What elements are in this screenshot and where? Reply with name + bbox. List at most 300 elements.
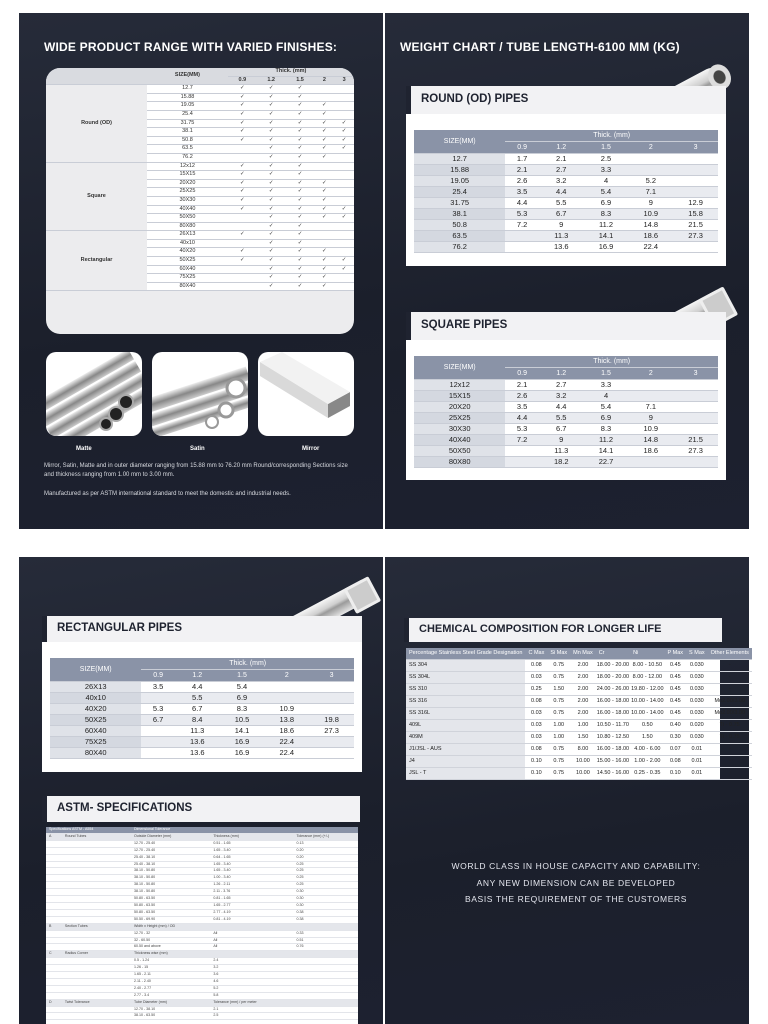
- chem-cell: 0.75: [547, 696, 570, 708]
- astm-cell: 1.65 - 2.77: [210, 902, 293, 909]
- weight-cell: 13.6: [175, 748, 220, 759]
- astm-cell: 0.30: [294, 896, 358, 903]
- astm-cell: [62, 840, 131, 847]
- empty-cell: [228, 214, 257, 223]
- weight-cell: 11.2: [584, 435, 629, 446]
- chem-cell: Mo2.00/3.00: [708, 708, 752, 720]
- weight-cell: 5.4: [584, 402, 629, 413]
- weight-cell: [673, 165, 718, 176]
- chem-header-cell: Mn Max: [570, 648, 596, 660]
- astm-cell: [294, 958, 358, 965]
- weight-cell: 13.8: [264, 715, 309, 726]
- check-icon: ✓: [286, 128, 315, 137]
- check-icon: ✓: [228, 231, 257, 240]
- chem-cell: 0.08: [525, 660, 547, 672]
- empty-cell: [334, 231, 354, 240]
- astm-cell: 2.77 - 3.4: [131, 992, 210, 999]
- weight-cell: 14.1: [220, 726, 265, 737]
- astm-header-spec: Specifications ASTM - A554: [46, 827, 131, 833]
- chem-cell: Ti - 0.75: [708, 720, 752, 732]
- astm-cell: 4.6: [210, 978, 293, 985]
- astm-cell: [62, 1013, 131, 1020]
- check-icon: ✓: [286, 282, 315, 291]
- weight-cell: [505, 231, 539, 242]
- chem-cell: 0.25: [525, 684, 547, 696]
- weight-size-header: SIZE(MM): [50, 658, 141, 682]
- astm-cell: 1.26 - 15: [131, 965, 210, 972]
- chem-cell: 10.50 - 11.70: [596, 720, 630, 732]
- weight-cell: 10.9: [628, 424, 673, 435]
- table-row: [406, 672, 752, 684]
- astm-cell: 25.40 - 38.10: [131, 854, 210, 861]
- mirror-tube-image: [258, 352, 354, 436]
- astm-cell: B: [46, 923, 62, 930]
- chem-cell: 16.00 - 18.00: [596, 696, 630, 708]
- astm-cell: [294, 978, 358, 985]
- weight-cell: 80X40: [50, 748, 141, 759]
- astm-cell: [62, 978, 131, 985]
- weight-cell: 11.3: [539, 231, 584, 242]
- check-icon: ✓: [257, 153, 286, 162]
- empty-cell: [314, 231, 334, 240]
- check-icon: ✓: [286, 239, 315, 248]
- chem-cell: 8.00 - 12.00: [630, 672, 664, 684]
- table-row: [46, 902, 358, 909]
- range-size-cell: 75X25: [147, 274, 228, 283]
- astm-cell: 60.50 and above: [131, 944, 210, 951]
- chem-composition-table: [406, 648, 749, 780]
- weight-cell: 14.8: [628, 435, 673, 446]
- chem-cell: -: [708, 660, 752, 672]
- astm-cell: [62, 944, 131, 951]
- weight-cell: 3.3: [584, 165, 629, 176]
- check-icon: ✓: [314, 153, 334, 162]
- chem-cell: 0.03: [525, 720, 547, 732]
- check-icon: ✓: [286, 171, 315, 180]
- astm-cell: 0.38: [294, 909, 358, 916]
- check-icon: ✓: [286, 162, 315, 171]
- weight-cell: 6.9: [220, 693, 265, 704]
- weight-cell: 76.2: [414, 242, 505, 253]
- weight-cell: [673, 154, 718, 165]
- weight-cell: 5.5: [539, 413, 584, 424]
- weight-cell: [309, 693, 354, 704]
- chem-cell: 0.75: [547, 768, 570, 780]
- check-icon: ✓: [257, 85, 286, 94]
- weight-thickness-header: 1.5: [584, 368, 629, 380]
- weight-cell: 2.7: [539, 380, 584, 391]
- check-icon: ✓: [257, 110, 286, 119]
- range-size-cell: 31.75: [147, 119, 228, 128]
- range-size-header: SIZE(MM): [147, 68, 228, 85]
- chem-cell: 0.07: [665, 744, 687, 756]
- weight-cell: 19.8: [309, 715, 354, 726]
- astm-cell: 2.1: [210, 1006, 293, 1013]
- chem-bar: CHEMICAL COMPOSITION FOR LONGER LIFE: [404, 618, 722, 642]
- range-size-cell: 15.88: [147, 93, 228, 102]
- table-row: [46, 868, 358, 875]
- empty-cell: [228, 265, 257, 274]
- chem-cell: J4: [406, 756, 525, 768]
- chem-cell: 0.030: [686, 684, 708, 696]
- chem-cell: 0.75: [547, 672, 570, 684]
- chem-cell: 0.01: [686, 756, 708, 768]
- weight-thick-header: Thick. (mm): [505, 356, 718, 368]
- astm-cell: [62, 958, 131, 965]
- weight-thickness-header: 0.9: [141, 670, 175, 682]
- chem-cell: Mo2.00/3.00: [708, 696, 752, 708]
- check-icon: ✓: [286, 179, 315, 188]
- astm-cell: 12.70 - 25.40: [131, 840, 210, 847]
- weight-cell: 40X40: [414, 435, 505, 446]
- astm-cell: 1.00 - 3.40: [210, 875, 293, 882]
- astm-cell: 0.25: [294, 861, 358, 868]
- chem-cell: 15.00 - 16.00: [596, 756, 630, 768]
- astm-cell: [62, 930, 131, 937]
- chem-cell: 14.50 - 16.00: [596, 768, 630, 780]
- check-icon: ✓: [228, 128, 257, 137]
- table-row: [414, 176, 718, 187]
- round-pipes-bar: ROUND (OD) PIPES: [406, 86, 726, 114]
- chem-cell: 0.10: [525, 768, 547, 780]
- weight-cell: 10.9: [264, 704, 309, 715]
- weight-cell: [628, 154, 673, 165]
- chem-cell: 0.01: [686, 768, 708, 780]
- chem-cell: 0.75: [547, 744, 570, 756]
- weight-cell: 60X40: [50, 726, 141, 737]
- table-row: [46, 840, 358, 847]
- weight-cell: [673, 187, 718, 198]
- check-icon: ✓: [228, 248, 257, 257]
- chem-cell: SS 304L: [406, 672, 525, 684]
- check-icon: ✓: [257, 93, 286, 102]
- weight-cell: 12.7: [414, 154, 505, 165]
- table-row: [46, 909, 358, 916]
- check-icon: ✓: [334, 214, 354, 223]
- chem-cell: 0.020: [686, 720, 708, 732]
- weight-cell: 6.7: [539, 424, 584, 435]
- astm-cell: 38.10 - 50.80: [131, 875, 210, 882]
- astm-cell: 5.2: [210, 985, 293, 992]
- chem-cell: -: [708, 744, 752, 756]
- empty-cell: [228, 282, 257, 291]
- astm-cell: 1.65 - 3.40: [210, 861, 293, 868]
- check-icon: ✓: [286, 274, 315, 283]
- weight-cell: [673, 380, 718, 391]
- range-size-cell: 50.8: [147, 136, 228, 145]
- astm-cell: [46, 972, 62, 979]
- empty-cell: [314, 171, 334, 180]
- check-icon: ✓: [314, 119, 334, 128]
- chem-cell: 4.00 - 6.00: [630, 744, 664, 756]
- table-row: [414, 402, 718, 413]
- table-row: [414, 154, 718, 165]
- chem-cell: 10.80 - 12.50: [596, 732, 630, 744]
- check-icon: ✓: [257, 214, 286, 223]
- check-icon: ✓: [334, 128, 354, 137]
- astm-cell: [46, 965, 62, 972]
- astm-cell: [62, 868, 131, 875]
- weight-thick-header: Thick. (mm): [141, 658, 354, 670]
- check-icon: ✓: [286, 257, 315, 266]
- chem-cell: 19.80 - 12.00: [630, 684, 664, 696]
- weight-cell: 6.9: [584, 198, 629, 209]
- check-icon: ✓: [334, 136, 354, 145]
- chem-header-cell: Ni: [630, 648, 664, 660]
- table-row: [414, 457, 718, 468]
- astm-cell: [294, 923, 358, 930]
- astm-cell: [46, 930, 62, 937]
- range-size-cell: 25.4: [147, 110, 228, 119]
- astm-cell: [62, 992, 131, 999]
- empty-cell: [334, 274, 354, 283]
- product-range-table: [46, 68, 354, 334]
- check-icon: ✓: [228, 205, 257, 214]
- range-size-cell: 30X30: [147, 196, 228, 205]
- range-row: [46, 85, 354, 94]
- check-icon: ✓: [314, 282, 334, 291]
- chem-cell: 18.00 - 20.00: [596, 660, 630, 672]
- weight-cell: 80X80: [414, 457, 505, 468]
- weight-cell: [505, 457, 539, 468]
- chem-cell: 0.030: [686, 696, 708, 708]
- weight-cell: 40X20: [50, 704, 141, 715]
- check-icon: ✓: [314, 248, 334, 257]
- table-row: [46, 930, 358, 937]
- range-row: [46, 231, 354, 240]
- chem-cell: 0.10: [665, 768, 687, 780]
- table-row: [46, 861, 358, 868]
- chem-cell: 0.030: [686, 660, 708, 672]
- table-row: [46, 937, 358, 944]
- chem-cell: 0.10: [525, 756, 547, 768]
- chem-cell: 10.00: [570, 768, 596, 780]
- weight-cell: 2.1: [539, 154, 584, 165]
- astm-cell: 0.51: [294, 937, 358, 944]
- weight-cell: 14.1: [584, 231, 629, 242]
- range-size-cell: 40X20: [147, 248, 228, 257]
- astm-cell: [62, 909, 131, 916]
- world-class-line2: ANY NEW DIMENSION CAN BE DEVELOPED: [476, 878, 676, 888]
- weight-cell: 1.7: [505, 154, 539, 165]
- check-icon: ✓: [314, 136, 334, 145]
- astm-cell: 50.50 - 69.90: [131, 916, 210, 923]
- table-row: [414, 424, 718, 435]
- check-icon: ✓: [286, 222, 315, 231]
- range-note-finish: Mirror, Satin, Matte and in outer diameter ranging from 15.88 mm to 76.20 mm Round/corresponding Sections size and thickness ranging from 1.00 mm to 3.00 mm.: [44, 463, 348, 478]
- check-icon: ✓: [257, 128, 286, 137]
- mirror-rect-tube-icon: [258, 352, 354, 436]
- astm-cell: [46, 1006, 62, 1013]
- astm-cell: 0.76: [294, 944, 358, 951]
- check-icon: ✓: [314, 257, 334, 266]
- check-icon: ✓: [257, 231, 286, 240]
- table-row: [50, 737, 354, 748]
- table-row: [46, 1013, 358, 1020]
- astm-cell: [46, 875, 62, 882]
- weight-cell: [673, 413, 718, 424]
- weight-cell: [264, 693, 309, 704]
- table-row: [46, 833, 358, 840]
- astm-cell: A: [46, 833, 62, 840]
- astm-cell: All: [210, 944, 293, 951]
- range-size-cell: 60X40: [147, 265, 228, 274]
- chem-cell: 2.00: [570, 660, 596, 672]
- astm-cell: 1.65 - 2.11: [131, 972, 210, 979]
- weight-cell: 2.6: [505, 391, 539, 402]
- weight-cell: 18.2: [539, 457, 584, 468]
- weight-thickness-header: 1.5: [584, 142, 629, 154]
- chem-cell: 1.00: [570, 720, 596, 732]
- astm-cell: All: [210, 937, 293, 944]
- check-icon: ✓: [286, 214, 315, 223]
- empty-cell: [228, 222, 257, 231]
- weight-cell: [628, 380, 673, 391]
- weight-cell: 5.4: [584, 187, 629, 198]
- check-icon: ✓: [257, 222, 286, 231]
- weight-cell: 5.5: [175, 693, 220, 704]
- world-class-line1: WORLD CLASS IN HOUSE CAPACITY AND CAPABILITY:: [451, 861, 701, 871]
- check-icon: ✓: [314, 145, 334, 154]
- check-icon: ✓: [286, 231, 315, 240]
- weight-cell: [309, 748, 354, 759]
- weight-cell: 7.2: [505, 220, 539, 231]
- astm-cell: [46, 1013, 62, 1020]
- world-class-line3: BASIS THE REQUIREMENT OF THE CUSTOMERS: [465, 894, 687, 904]
- weight-cell: 50X25: [50, 715, 141, 726]
- check-icon: ✓: [257, 188, 286, 197]
- astm-cell: 5.8: [210, 992, 293, 999]
- chem-cell: 0.030: [686, 708, 708, 720]
- weight-thickness-header: 2: [264, 670, 309, 682]
- astm-cell: [46, 909, 62, 916]
- check-icon: ✓: [286, 188, 315, 197]
- chem-header-cell: C Max: [525, 648, 547, 660]
- empty-cell: [334, 188, 354, 197]
- weight-cell: 4.4: [539, 402, 584, 413]
- table-row: [414, 187, 718, 198]
- weight-cell: [673, 457, 718, 468]
- table-row: [46, 972, 358, 979]
- weight-cell: 15.8: [673, 209, 718, 220]
- chem-cell: SS 316L: [406, 708, 525, 720]
- chem-header-cell: P Max: [665, 648, 687, 660]
- weight-cell: 11.3: [175, 726, 220, 737]
- range-size-cell: 12.7: [147, 85, 228, 94]
- astm-cell: 0.38: [294, 916, 358, 923]
- chem-cell: 0.03: [525, 732, 547, 744]
- chem-cell: 24.00 - 26.00: [596, 684, 630, 696]
- weight-cell: [628, 165, 673, 176]
- weight-cell: 22.4: [264, 737, 309, 748]
- check-icon: ✓: [314, 128, 334, 137]
- weight-thickness-header: 0.9: [505, 368, 539, 380]
- astm-cell: 38.10 - 50.80: [131, 889, 210, 896]
- empty-cell: [334, 239, 354, 248]
- table-row: [46, 944, 358, 951]
- empty-cell: [334, 248, 354, 257]
- weight-cell: 9: [539, 220, 584, 231]
- check-icon: ✓: [286, 119, 315, 128]
- astm-cell: [46, 847, 62, 854]
- chem-cell: 0.75: [547, 660, 570, 672]
- weight-cell: 13.6: [175, 737, 220, 748]
- empty-cell: [334, 179, 354, 188]
- weight-cell: 11.2: [584, 220, 629, 231]
- chem-cell: 2.00: [570, 672, 596, 684]
- astm-cell: 0.51 - 1.65: [210, 840, 293, 847]
- chem-cell: -: [708, 672, 752, 684]
- chem-cell: 0.08: [525, 744, 547, 756]
- weight-cell: 15.88: [414, 165, 505, 176]
- table-row: [46, 889, 358, 896]
- check-icon: ✓: [314, 188, 334, 197]
- weight-cell: 30X30: [414, 424, 505, 435]
- table-row: [406, 660, 752, 672]
- weight-cell: [505, 446, 539, 457]
- table-row: [50, 704, 354, 715]
- table-row: [46, 847, 358, 854]
- table-row: [46, 965, 358, 972]
- astm-cell: 50.80 - 63.50: [131, 909, 210, 916]
- check-icon: ✓: [257, 145, 286, 154]
- astm-cell: 38.10 - 50.80: [131, 882, 210, 889]
- chem-cell: 409L: [406, 720, 525, 732]
- weight-thickness-header: 3: [673, 142, 718, 154]
- weight-cell: [673, 391, 718, 402]
- table-row: [414, 165, 718, 176]
- check-icon: ✓: [286, 153, 315, 162]
- astm-cell: [46, 868, 62, 875]
- table-row: [46, 923, 358, 930]
- astm-cell: Thickness wise (mm): [131, 951, 210, 958]
- check-icon: ✓: [286, 102, 315, 111]
- chem-cell: 1.50: [570, 732, 596, 744]
- astm-cell: [46, 985, 62, 992]
- caption-matte: Matte: [76, 446, 92, 452]
- table-row: [414, 242, 718, 253]
- satin-tubes-image: [152, 352, 248, 436]
- weight-cell: [673, 242, 718, 253]
- table-row: [406, 684, 752, 696]
- satin-tubes-icon: [152, 352, 248, 436]
- weight-cell: 13.6: [539, 242, 584, 253]
- astm-cell: 0.33: [294, 930, 358, 937]
- weight-cell: 50.8: [414, 220, 505, 231]
- chem-header-cell: Other Elements: [708, 648, 752, 660]
- weight-cell: 22.7: [584, 457, 629, 468]
- table-row: [46, 951, 358, 958]
- range-group-label: Rectangular: [46, 231, 147, 291]
- check-icon: ✓: [286, 265, 315, 274]
- check-icon: ✓: [314, 102, 334, 111]
- empty-cell: [334, 282, 354, 291]
- chem-cell: Ti - 0.75: [708, 732, 752, 744]
- chem-cell: JSL - T: [406, 768, 525, 780]
- table-row: [50, 726, 354, 737]
- weight-cell: [628, 391, 673, 402]
- check-icon: ✓: [286, 93, 315, 102]
- astm-cell: [210, 951, 293, 958]
- range-size-cell: 19.05: [147, 102, 228, 111]
- table-row: [414, 220, 718, 231]
- weight-chart-title: WEIGHT CHART / TUBE LENGTH-6100 MM (KG): [400, 40, 680, 54]
- table-row: [46, 992, 358, 999]
- table-row: [414, 209, 718, 220]
- astm-cell: [294, 972, 358, 979]
- astm-cell: [294, 965, 358, 972]
- chem-cell: 0.40: [665, 720, 687, 732]
